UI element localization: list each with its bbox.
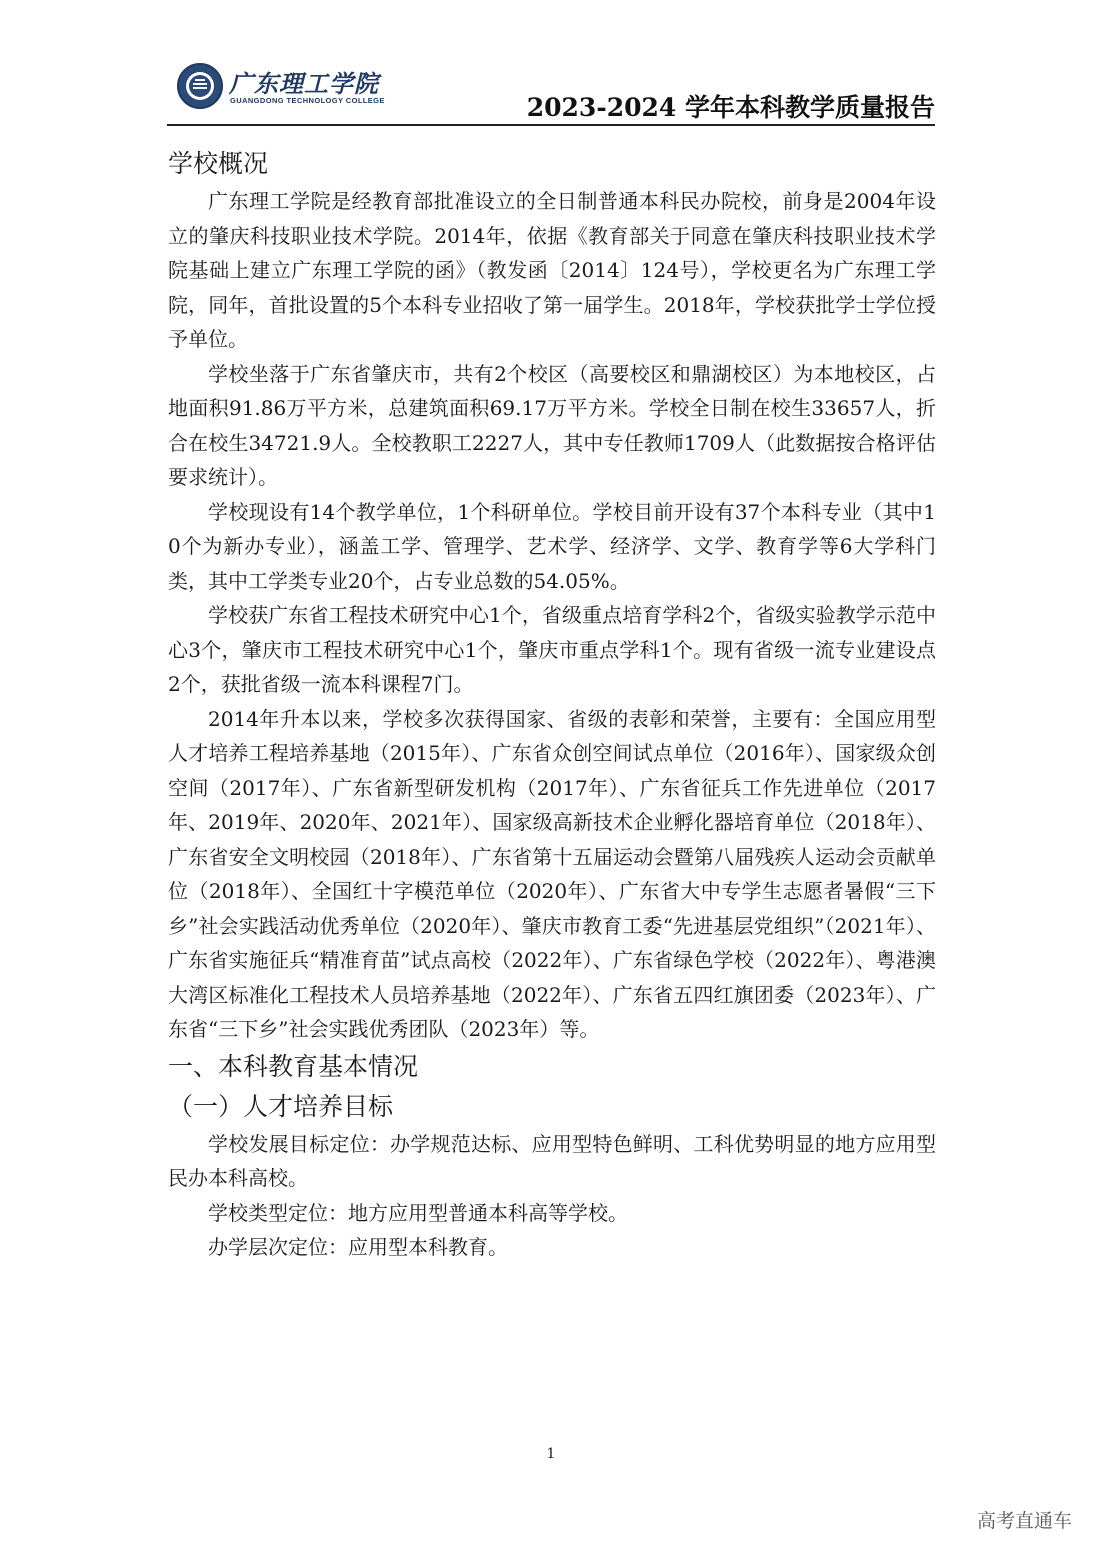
college-name-en: GUANGDONG TECHNOLOGY COLLEGE — [230, 96, 385, 105]
overview-paragraph-5: 2014年升本以来，学校多次获得国家、省级的表彰和荣誉，主要有：全国应用型人才培养工程培养基地（2015年）、广东省众创空间试点单位（2016年）、国家级众创空间（2017年）、广东省新型研发机构（2017年）、广东省征兵工作先进单位（2017年、2019年、2020年、2021年）、国家级高新技术企业孵化器培育单位（2018年）、广东省安全文明校园（2018年）、广东省第十五届运动会暨第八届残疾人运动会贡献单位（2018年）、全国红十字模范单位（2020年）、广东省大中专学生志愿者暑假“三下乡”社会实践活动优秀单位（2020年）、肇庆市教育工委“先进基层党组织”（2021年）、广东省实施征兵“精准育苗”试点高校（2022年）、广东省绿色学校（2022年）、粤港澳大湾区标准化工程技术人员培养基地（2022年）、广东省五四红旗团委（2023年）、广东省“三下乡”社会实践优秀团队（2023年）等。 — [168, 706, 936, 1041]
source-watermark: 高考直通车 — [976, 1510, 1072, 1532]
training-goal-paragraph-3: 办学层次定位：应用型本科教育。 — [208, 1235, 508, 1259]
page-number: 1 — [546, 1446, 556, 1462]
header-divider — [167, 124, 935, 126]
college-seal-logo — [177, 63, 223, 109]
report-title: 2023-2024 学年本科教学质量报告 — [526, 93, 935, 122]
overview-paragraph-2: 学校坐落于广东省肇庆市，共有2个校区（高要校区和鼎湖校区）为本地校区，占地面积91.86万平方米，总建筑面积69.17万平方米。学校全日制在校生33657人，折合在校生34721.9人。全校教职工2227人，其中专任教师1709人（此数据按合格评估要求统计）。 — [168, 361, 936, 489]
training-goal-paragraph-1: 学校发展目标定位：办学规范达标、应用型特色鲜明、工科优势明显的地方应用型民办本科高校。 — [168, 1131, 936, 1190]
training-goal-paragraph-2: 学校类型定位：地方应用型普通本科高等学校。 — [208, 1200, 628, 1225]
section-title-basic-info: 一、本科教育基本情况 — [168, 1051, 419, 1081]
overview-paragraph-4: 学校获广东省工程技术研究中心1个，省级重点培育学科2个，省级实验教学示范中心3个，肇庆市工程技术研究中心1个，肇庆市重点学科1个。现有省级一流专业建设点2个，获批省级一流本科课程7门。 — [168, 603, 936, 696]
subsection-title-training-goals: （一）人才培养目标 — [168, 1091, 394, 1121]
page-header — [167, 58, 935, 124]
college-name-cn: 广东理工学院 — [229, 70, 379, 98]
section-title-overview: 学校概况 — [168, 149, 269, 178]
page-content — [168, 144, 936, 1265]
overview-paragraph-1: 广东理工学院是经教育部批准设立的全日制普通本科民办院校，前身是2004年设立的肇庆科技职业技术学院。2014年，依据《教育部关于同意在肇庆科技职业技术学院基础上建立广东理工学院的函》（教发函〔2014〕124号），学校更名为广东理工学院，同年，首批设置的5个本科专业招收了第一届学生。2018年，学校获批学士学位授予单位。 — [168, 189, 936, 351]
overview-paragraph-3: 学校现设有14个教学单位，1个科研单位。学校目前开设有37个本科专业（其中10个为新办专业），涵盖工学、管理学、艺术学、经济学、文学、教育学等6大学科门类，其中工学类专业20个，占专业总数的54.05%。 — [168, 499, 936, 593]
